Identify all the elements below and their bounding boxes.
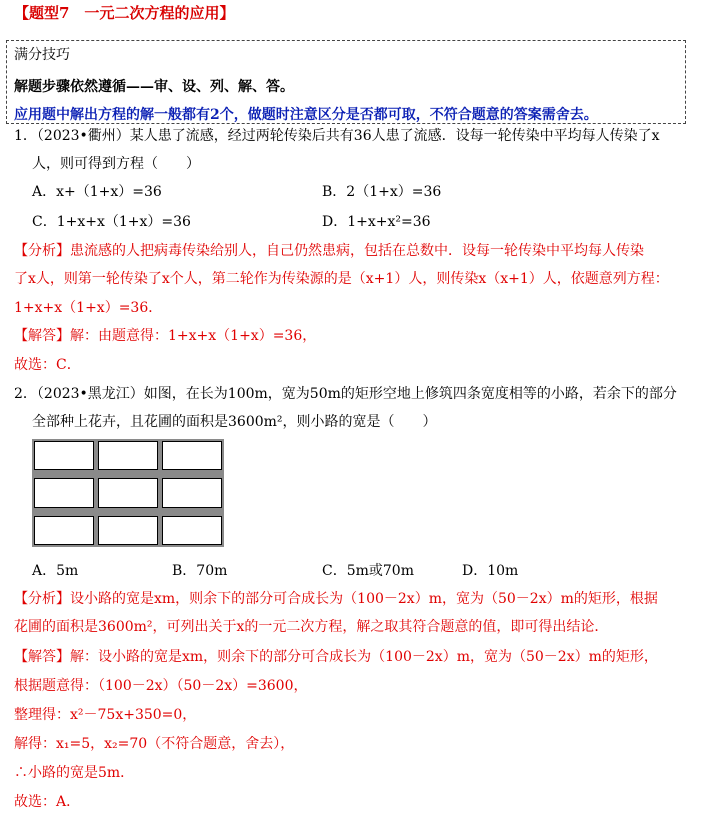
q2-analysis-line1: 【分析】设小路的宽是xm，则余下的部分可合成长为（100－2x）m，宽为（50－2x）m的矩形，根据 xyxy=(14,591,658,607)
q2-option-b-label: B． xyxy=(172,563,197,579)
q2-option-a xyxy=(32,562,78,580)
q1-option-d-label: D． xyxy=(322,214,348,230)
tip-heading: 满分技巧 xyxy=(14,47,70,63)
q2-answer-line2: 根据题意得：（100－2x）（50－2x）=3600， xyxy=(14,678,308,694)
q2-stem-line1: 2．（2023•黑龙江）如图，在长为100m，宽为50m的矩形空地上修筑四条宽度相等的小路，若余下的部分 xyxy=(14,386,677,402)
q2-stem-line2: 全部种上花卉，且花圃的面积是3600m²，则小路的宽是（ ） xyxy=(32,414,437,430)
section-title: 【题型7 一元二次方程的应用】 xyxy=(14,4,235,22)
q1-option-d-text: 1+x+x²=36 xyxy=(347,214,431,230)
q1-option-c-text: 1+x+x（1+x）=36 xyxy=(56,214,191,230)
tip-line2: 应用题中解出方程的解一般都有2个，做题时注意区分是否都可取，不符合题意的答案需舍去。 xyxy=(14,107,598,123)
q1-stem-line2: 人，则可得到方程（ ） xyxy=(32,156,200,172)
q1-answer-line2: 故选：C． xyxy=(14,357,81,373)
q2-option-c-label: C． xyxy=(322,563,347,579)
flower-bed xyxy=(34,516,94,545)
q1-option-a-label: A． xyxy=(32,184,57,200)
q2-option-b xyxy=(172,562,227,580)
q2-analysis-line2: 花圃的面积是3600m²，可列出关于x的一元二次方程，解之取其符合题意的值，即可得出结论． xyxy=(14,619,609,635)
q2-option-d xyxy=(462,562,518,580)
q1-analysis-line3: 1+x+x（1+x）=36． xyxy=(14,300,163,316)
tip-line1: 解题步骤依然遵循——审、设、列、解、答。 xyxy=(14,79,294,95)
q1-analysis-line1: 【分析】患流感的人把病毒传染给别人，自己仍然患病，包括在总数中．设每一轮传染中平均每人传染 xyxy=(14,243,644,259)
q1-option-b xyxy=(322,183,441,201)
flower-bed xyxy=(34,441,94,470)
q1-stem-line1: 1．（2023•衢州）某人患了流感，经过两轮传染后共有36人患了流感．设每一轮传染中平均每人传染了x xyxy=(14,128,660,144)
q1-option-d xyxy=(322,213,431,231)
q2-option-d-text: 10m xyxy=(487,563,519,579)
q2-answer-line6: 故选：A． xyxy=(14,794,81,810)
q2-option-c xyxy=(322,562,414,580)
flower-bed xyxy=(98,441,158,470)
q2-answer-line3: 整理得：x²－75x+350=0， xyxy=(14,707,197,723)
q2-option-a-label: A． xyxy=(32,563,57,579)
q2-option-d-label: D． xyxy=(462,563,488,579)
flower-bed xyxy=(98,516,158,545)
flower-bed xyxy=(162,478,222,508)
q2-answer-line4: 解得：x₁=5，x₂=70（不符合题意，舍去）， xyxy=(14,736,295,752)
q2-option-a-text: 5m xyxy=(56,563,79,579)
q1-option-b-text: 2（1+x）=36 xyxy=(346,184,442,200)
q2-option-b-text: 70m xyxy=(196,563,228,579)
q2-answer-line5: ∴小路的宽是5m． xyxy=(14,765,135,781)
q1-option-c-label: C． xyxy=(32,214,57,230)
q2-option-c-text: 5m或70m xyxy=(346,563,414,579)
q1-option-a xyxy=(32,183,162,201)
flower-bed xyxy=(162,516,222,545)
q1-answer-line1: 【解答】解：由题意得：1+x+x（1+x）=36， xyxy=(14,328,317,344)
q2-answer-line1: 【解答】解：设小路的宽是xm，则余下的部分可合成长为（100－2x）m，宽为（50－2x）m的矩形， xyxy=(14,649,658,665)
garden-path-figure xyxy=(32,439,224,547)
q1-analysis-line2: 了x人，则第一轮传染了x个人，第二轮作为传染源的是（x+1）人，则传染x（x+1）人，依题意列方程： xyxy=(14,271,669,287)
flower-bed xyxy=(162,441,222,470)
flower-bed xyxy=(34,478,94,508)
q1-option-c xyxy=(32,213,191,231)
flower-bed xyxy=(98,478,158,508)
q1-option-b-label: B． xyxy=(322,184,347,200)
q1-option-a-text: x+（1+x）=36 xyxy=(56,184,162,200)
